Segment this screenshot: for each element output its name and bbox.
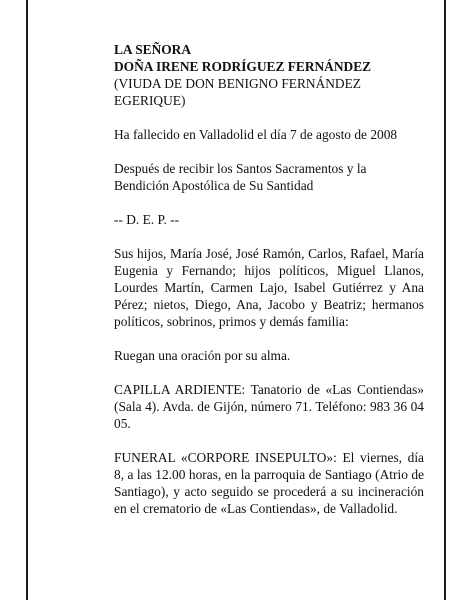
deceased-name: DOÑA IRENE RODRÍGUEZ FERNÁNDEZ	[114, 59, 372, 74]
prayer-request: Ruegan una oración por su alma.	[114, 348, 291, 363]
death-notice: Ha fallecido en Valladolid el día 7 de agosto de 2008	[114, 127, 398, 142]
heading-block	[114, 41, 424, 109]
sacraments-paragraph: Después de recibir los Santos Sacramentos y la Bendición Apostólica de Su Santidad	[114, 161, 367, 193]
widow-line-1: (VIUDA DE DON BENIGNO FERNÁNDEZ	[114, 76, 361, 91]
obituary-title: LA SEÑORA	[114, 42, 192, 57]
widow-line-2: EGERIQUE)	[114, 93, 186, 108]
funeral-paragraph: FUNERAL «CORPORE INSEPULTO»: El viernes, día 8, a las 12.00 horas, en la parroquia de Santiago (Atrio de Santiago), y acto seguido se procederá a su incineración en el crematorio de «Las Contiendas», de Valladolid.	[114, 450, 424, 516]
obituary-notice	[114, 41, 424, 534]
chapel-paragraph: CAPILLA ARDIENTE: Tanatorio de «Las Contiendas» (Sala 4). Avda. de Gijón, número 71. Teléfono: 983 36 04 05.	[114, 382, 424, 431]
rip-line: -- D. E. P. --	[114, 212, 180, 227]
family-paragraph: Sus hijos, María José, José Ramón, Carlos, Rafael, María Eugenia y Fernando; hijos políticos, Miguel Llanos, Lourdes Martín, Carmen Lajo, Isabel Gutiérrez y Ana Pérez; nietos, Diego, Ana, Jacobo y Beatriz; hermanos políticos, sobrinos, primos y demás familia:	[114, 246, 424, 329]
